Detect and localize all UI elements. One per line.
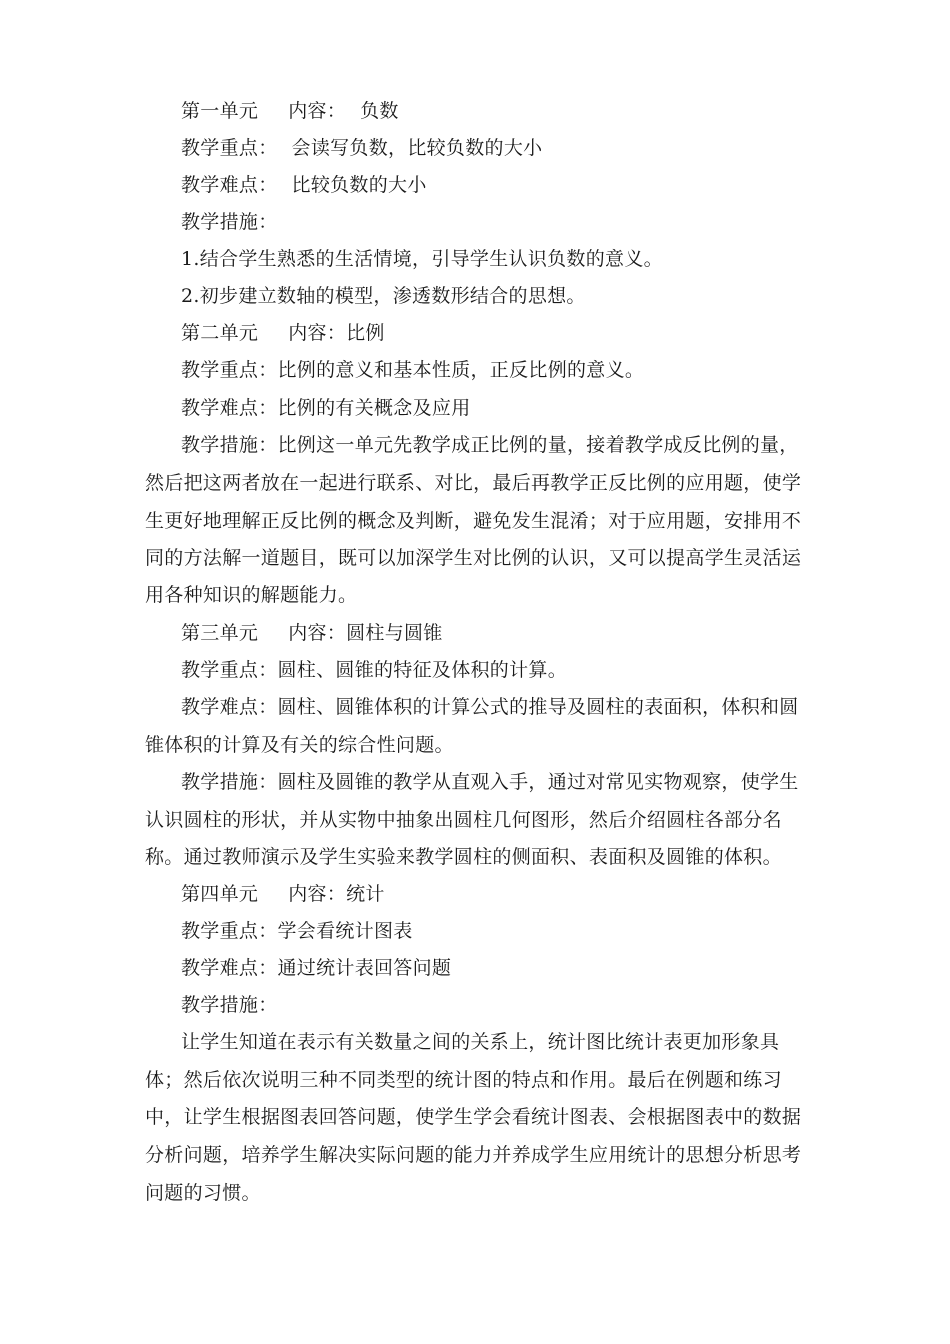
unit4-measures-line: 体；然后依次说明三种不同类型的统计图的特点和作用。最后在例题和练习 xyxy=(145,1069,782,1091)
unit1-key-points xyxy=(181,130,542,167)
unit3-content: 圆柱与圆锥 xyxy=(346,622,443,644)
unit1-difficult: 比较负数的大小 xyxy=(291,174,427,196)
unit2-key-points: 教学重点：比例的意义和基本性质，正反比例的意义。 xyxy=(181,359,645,381)
unit2-content: 比例 xyxy=(346,322,385,344)
unit3-difficult-line: 锥体积的计算及有关的综合性问题。 xyxy=(145,734,454,756)
unit2-heading xyxy=(181,315,385,352)
unit2-measures-line: 用各种知识的解题能力。 xyxy=(145,584,358,606)
unit1-title: 第一单元 xyxy=(181,100,259,122)
unit2-content-label: 内容： xyxy=(288,322,347,344)
unit3-content-label: 内容： xyxy=(288,622,347,644)
unit4-measures-line: 问题的习惯。 xyxy=(145,1182,261,1204)
unit4-measures-label: 教学措施： xyxy=(181,994,278,1016)
unit3-key-points: 教学重点：圆柱、圆锥的特征及体积的计算。 xyxy=(181,659,568,681)
unit2-difficult-points: 教学难点：比例的有关概念及应用 xyxy=(181,397,471,419)
unit2-measures-line: 生更好地理解正反比例的概念及判断，避免发生混淆；对于应用题，安排用不 xyxy=(145,510,802,532)
unit1-measures-label: 教学措施： xyxy=(181,211,278,233)
unit4-content-label: 内容： xyxy=(288,883,347,905)
unit1-heading xyxy=(181,93,399,130)
unit3-title: 第三单元 xyxy=(181,622,259,644)
unit4-measures-line: 分析问题，培养学生解决实际问题的能力并养成学生应用统计的思想分析思考 xyxy=(145,1144,802,1166)
unit4-heading xyxy=(181,876,385,913)
unit4-difficult-points: 教学难点：通过统计表回答问题 xyxy=(181,957,452,979)
unit2-measures-line: 同的方法解一道题目，既可以加深学生对比例的认识，又可以提高学生灵活运 xyxy=(145,547,802,569)
unit1-key: 会读写负数，比较负数的大小 xyxy=(291,137,543,159)
unit3-measures-line: 教学措施：圆柱及圆锥的教学从直观入手，通过对常见实物观察，使学生 xyxy=(181,771,799,793)
unit1-content-label: 内容： xyxy=(288,100,347,122)
unit4-key-points: 教学重点：学会看统计图表 xyxy=(181,920,413,942)
unit4-content: 统计 xyxy=(346,883,385,905)
unit2-measures-line: 然后把这两者放在一起进行联系、对比，最后再教学正反比例的应用题，使学 xyxy=(145,472,802,494)
unit1-difficult-label: 教学难点： xyxy=(181,174,278,196)
unit1-measure-1: 1.结合学生熟悉的生活情境，引导学生认识负数的意义。 xyxy=(181,248,663,270)
unit3-measures-line: 称。通过教师演示及学生实验来教学圆柱的侧面积、表面积及圆锥的体积。 xyxy=(145,846,782,868)
unit2-title: 第二单元 xyxy=(181,322,259,344)
unit3-difficult-line: 教学难点：圆柱、圆锥体积的计算公式的推导及圆柱的表面积，体积和圆 xyxy=(181,696,799,718)
unit3-measures-line: 认识圆柱的形状，并从实物中抽象出圆柱几何图形，然后介绍圆柱各部分名 xyxy=(145,809,782,831)
unit4-title: 第四单元 xyxy=(181,883,259,905)
unit2-measures-line: 教学措施：比例这一单元先教学成正比例的量，接着教学成反比例的量， xyxy=(181,434,799,456)
unit1-content: 负数 xyxy=(360,100,399,122)
unit4-measures-line: 中，让学生根据图表回答问题，使学生学会看统计图表、会根据图表中的数据 xyxy=(145,1106,802,1128)
unit3-heading xyxy=(181,615,443,652)
unit1-difficult-points xyxy=(181,167,427,204)
unit1-key-label: 教学重点： xyxy=(181,137,278,159)
unit1-measure-2: 2.初步建立数轴的模型，渗透数形结合的思想。 xyxy=(181,285,586,307)
unit4-measures-line: 让学生知道在表示有关数量之间的关系上，统计图比统计表更加形象具 xyxy=(181,1031,780,1053)
